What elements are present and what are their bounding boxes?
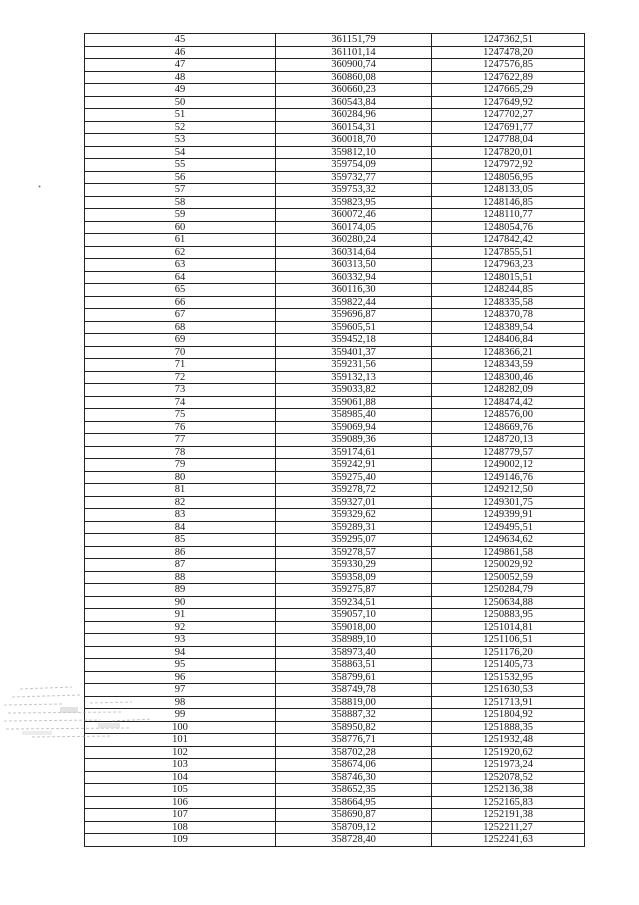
- point-number-cell: 48: [85, 71, 276, 84]
- table-row: [85, 796, 585, 809]
- table-row: [85, 246, 585, 259]
- table-row: [85, 659, 585, 672]
- table-row: [85, 609, 585, 622]
- table-row: [85, 646, 585, 659]
- x-coordinate-cell: 360284,96: [276, 109, 432, 122]
- y-coordinate-cell: 1247702,27: [432, 109, 585, 122]
- x-coordinate-cell: 360543,84: [276, 96, 432, 109]
- y-coordinate-cell: 1249212,50: [432, 484, 585, 497]
- point-number-cell: 72: [85, 371, 276, 384]
- table-row: [85, 409, 585, 422]
- point-number-cell: 63: [85, 259, 276, 272]
- point-number-cell: 79: [85, 459, 276, 472]
- point-number-cell: 106: [85, 796, 276, 809]
- point-number-cell: 91: [85, 609, 276, 622]
- y-coordinate-cell: 1248366,21: [432, 346, 585, 359]
- y-coordinate-cell: 1247972,92: [432, 159, 585, 172]
- table-row: [85, 834, 585, 847]
- table-row: [85, 584, 585, 597]
- point-number-cell: 73: [85, 384, 276, 397]
- table-row: [85, 434, 585, 447]
- x-coordinate-cell: 359401,37: [276, 346, 432, 359]
- y-coordinate-cell: 1251106,51: [432, 634, 585, 647]
- y-coordinate-cell: 1248576,00: [432, 409, 585, 422]
- y-coordinate-cell: 1252211,27: [432, 821, 585, 834]
- x-coordinate-cell: 360174,05: [276, 221, 432, 234]
- point-number-cell: 96: [85, 671, 276, 684]
- point-number-cell: 51: [85, 109, 276, 122]
- x-coordinate-cell: 359605,51: [276, 321, 432, 334]
- table-row: [85, 484, 585, 497]
- table-row: [85, 121, 585, 134]
- y-coordinate-cell: 1247842,42: [432, 234, 585, 247]
- y-coordinate-cell: 1249301,75: [432, 496, 585, 509]
- x-coordinate-cell: 358985,40: [276, 409, 432, 422]
- y-coordinate-cell: 1249861,58: [432, 546, 585, 559]
- table-row: [85, 571, 585, 584]
- point-number-cell: 47: [85, 59, 276, 72]
- table-row: [85, 84, 585, 97]
- x-coordinate-cell: 358702,28: [276, 746, 432, 759]
- point-number-cell: 62: [85, 246, 276, 259]
- x-coordinate-cell: 360280,24: [276, 234, 432, 247]
- x-coordinate-cell: 359823,95: [276, 196, 432, 209]
- table-row: [85, 671, 585, 684]
- point-number-cell: 60: [85, 221, 276, 234]
- table-row: [85, 271, 585, 284]
- y-coordinate-cell: 1248146,85: [432, 196, 585, 209]
- point-number-cell: 75: [85, 409, 276, 422]
- point-number-cell: 107: [85, 809, 276, 822]
- point-number-cell: 69: [85, 334, 276, 347]
- y-coordinate-cell: 1248054,76: [432, 221, 585, 234]
- point-number-cell: 105: [85, 784, 276, 797]
- y-coordinate-cell: 1252165,83: [432, 796, 585, 809]
- point-number-cell: 108: [85, 821, 276, 834]
- y-coordinate-cell: 1251920,62: [432, 746, 585, 759]
- table-row: [85, 284, 585, 297]
- y-coordinate-cell: 1252136,38: [432, 784, 585, 797]
- x-coordinate-cell: 360072,46: [276, 209, 432, 222]
- x-coordinate-cell: 359174,61: [276, 446, 432, 459]
- x-coordinate-cell: 360154,31: [276, 121, 432, 134]
- table-row: [85, 196, 585, 209]
- point-number-cell: 58: [85, 196, 276, 209]
- y-coordinate-cell: 1248720,13: [432, 434, 585, 447]
- point-number-cell: 56: [85, 171, 276, 184]
- point-number-cell: 71: [85, 359, 276, 372]
- table-row: [85, 509, 585, 522]
- table-row: [85, 259, 585, 272]
- point-number-cell: 66: [85, 296, 276, 309]
- table-row: [85, 596, 585, 609]
- x-coordinate-cell: 359278,72: [276, 484, 432, 497]
- x-coordinate-cell: 358652,35: [276, 784, 432, 797]
- point-number-cell: 77: [85, 434, 276, 447]
- y-coordinate-cell: 1248389,54: [432, 321, 585, 334]
- point-number-cell: 109: [85, 834, 276, 847]
- x-coordinate-cell: 359061,88: [276, 396, 432, 409]
- table-row: [85, 334, 585, 347]
- y-coordinate-cell: 1250634,88: [432, 596, 585, 609]
- point-number-cell: 55: [85, 159, 276, 172]
- point-number-cell: 90: [85, 596, 276, 609]
- point-number-cell: 86: [85, 546, 276, 559]
- x-coordinate-cell: 359732,77: [276, 171, 432, 184]
- x-coordinate-cell: 358887,32: [276, 709, 432, 722]
- table-row: [85, 746, 585, 759]
- y-coordinate-cell: 1247478,20: [432, 46, 585, 59]
- table-row: [85, 759, 585, 772]
- table-row: [85, 171, 585, 184]
- point-number-cell: 100: [85, 721, 276, 734]
- table-row: [85, 309, 585, 322]
- table-row: [85, 109, 585, 122]
- table-row: [85, 34, 585, 47]
- table-row: [85, 521, 585, 534]
- x-coordinate-cell: 360018,70: [276, 134, 432, 147]
- x-coordinate-cell: 360332,94: [276, 271, 432, 284]
- x-coordinate-cell: 359018,00: [276, 621, 432, 634]
- x-coordinate-cell: 358728,40: [276, 834, 432, 847]
- point-number-cell: 95: [85, 659, 276, 672]
- point-number-cell: 59: [85, 209, 276, 222]
- point-number-cell: 65: [85, 284, 276, 297]
- y-coordinate-cell: 1249634,62: [432, 534, 585, 547]
- point-number-cell: 54: [85, 146, 276, 159]
- table-row: [85, 621, 585, 634]
- table-row: [85, 809, 585, 822]
- x-coordinate-cell: 359069,94: [276, 421, 432, 434]
- x-coordinate-cell: 359132,13: [276, 371, 432, 384]
- point-number-cell: 76: [85, 421, 276, 434]
- x-coordinate-cell: 358664,95: [276, 796, 432, 809]
- x-coordinate-cell: 359278,57: [276, 546, 432, 559]
- x-coordinate-cell: 360660,23: [276, 84, 432, 97]
- y-coordinate-cell: 1252241,63: [432, 834, 585, 847]
- x-coordinate-cell: 359089,36: [276, 434, 432, 447]
- point-number-cell: 103: [85, 759, 276, 772]
- x-coordinate-cell: 359358,09: [276, 571, 432, 584]
- x-coordinate-cell: 358819,00: [276, 696, 432, 709]
- x-coordinate-cell: 358989,10: [276, 634, 432, 647]
- point-number-cell: 84: [85, 521, 276, 534]
- y-coordinate-cell: 1251804,92: [432, 709, 585, 722]
- point-number-cell: 67: [85, 309, 276, 322]
- y-coordinate-cell: 1248474,42: [432, 396, 585, 409]
- point-number-cell: 81: [85, 484, 276, 497]
- x-coordinate-cell: 359753,32: [276, 184, 432, 197]
- point-number-cell: 80: [85, 471, 276, 484]
- y-coordinate-cell: 1250052,59: [432, 571, 585, 584]
- x-coordinate-cell: 359033,82: [276, 384, 432, 397]
- x-coordinate-cell: 361101,14: [276, 46, 432, 59]
- x-coordinate-cell: 359295,07: [276, 534, 432, 547]
- table-row: [85, 784, 585, 797]
- x-coordinate-cell: 358749,78: [276, 684, 432, 697]
- x-coordinate-cell: 358950,82: [276, 721, 432, 734]
- table-row: [85, 396, 585, 409]
- y-coordinate-cell: 1247691,77: [432, 121, 585, 134]
- point-number-cell: 85: [85, 534, 276, 547]
- table-row: [85, 159, 585, 172]
- y-coordinate-cell: 1248300,46: [432, 371, 585, 384]
- point-number-cell: 98: [85, 696, 276, 709]
- y-coordinate-cell: 1248015,51: [432, 271, 585, 284]
- x-coordinate-cell: 360314,64: [276, 246, 432, 259]
- table-row: [85, 559, 585, 572]
- y-coordinate-cell: 1247788,04: [432, 134, 585, 147]
- x-coordinate-cell: 358799,61: [276, 671, 432, 684]
- x-coordinate-cell: 360313,50: [276, 259, 432, 272]
- y-coordinate-cell: 1249002,12: [432, 459, 585, 472]
- point-number-cell: 64: [85, 271, 276, 284]
- x-coordinate-cell: 359057,10: [276, 609, 432, 622]
- table-row: [85, 471, 585, 484]
- y-coordinate-cell: 1250029,92: [432, 559, 585, 572]
- point-number-cell: 50: [85, 96, 276, 109]
- y-coordinate-cell: 1248056,95: [432, 171, 585, 184]
- x-coordinate-cell: 359812,10: [276, 146, 432, 159]
- point-number-cell: 61: [85, 234, 276, 247]
- y-coordinate-cell: 1248406,84: [432, 334, 585, 347]
- x-coordinate-cell: 359275,87: [276, 584, 432, 597]
- table-row: [85, 821, 585, 834]
- table-row: [85, 59, 585, 72]
- point-number-cell: 74: [85, 396, 276, 409]
- y-coordinate-cell: 1248669,76: [432, 421, 585, 434]
- x-coordinate-cell: 359696,87: [276, 309, 432, 322]
- table-row: [85, 534, 585, 547]
- point-number-cell: 82: [85, 496, 276, 509]
- table-row: [85, 346, 585, 359]
- y-coordinate-cell: 1251405,73: [432, 659, 585, 672]
- point-number-cell: 68: [85, 321, 276, 334]
- x-coordinate-cell: 358674,06: [276, 759, 432, 772]
- point-number-cell: 70: [85, 346, 276, 359]
- table-row: [85, 371, 585, 384]
- point-number-cell: 89: [85, 584, 276, 597]
- point-number-cell: 45: [85, 34, 276, 47]
- point-number-cell: 83: [85, 509, 276, 522]
- x-coordinate-cell: 359231,56: [276, 359, 432, 372]
- point-number-cell: 104: [85, 771, 276, 784]
- table-row: [85, 384, 585, 397]
- y-coordinate-cell: 1251932,48: [432, 734, 585, 747]
- scan-speck: [38, 185, 41, 188]
- table-row: [85, 446, 585, 459]
- y-coordinate-cell: 1249146,76: [432, 471, 585, 484]
- y-coordinate-cell: 1247820,01: [432, 146, 585, 159]
- x-coordinate-cell: 358709,12: [276, 821, 432, 834]
- y-coordinate-cell: 1248110,77: [432, 209, 585, 222]
- y-coordinate-cell: 1248335,58: [432, 296, 585, 309]
- faded-stamp-image: [2, 683, 160, 747]
- y-coordinate-cell: 1247649,92: [432, 96, 585, 109]
- y-coordinate-cell: 1248133,05: [432, 184, 585, 197]
- point-number-cell: 97: [85, 684, 276, 697]
- point-number-cell: 94: [85, 646, 276, 659]
- point-number-cell: 102: [85, 746, 276, 759]
- x-coordinate-cell: 358746,30: [276, 771, 432, 784]
- x-coordinate-cell: 359234,51: [276, 596, 432, 609]
- point-number-cell: 57: [85, 184, 276, 197]
- y-coordinate-cell: 1247576,85: [432, 59, 585, 72]
- x-coordinate-cell: 360116,30: [276, 284, 432, 297]
- point-number-cell: 53: [85, 134, 276, 147]
- x-coordinate-cell: 359327,01: [276, 496, 432, 509]
- x-coordinate-cell: 358690,87: [276, 809, 432, 822]
- table-row: [85, 209, 585, 222]
- table-row: [85, 71, 585, 84]
- point-number-cell: 93: [85, 634, 276, 647]
- point-number-cell: 92: [85, 621, 276, 634]
- table-row: [85, 221, 585, 234]
- point-number-cell: 101: [85, 734, 276, 747]
- table-row: [85, 184, 585, 197]
- y-coordinate-cell: 1247665,29: [432, 84, 585, 97]
- y-coordinate-cell: 1251888,35: [432, 721, 585, 734]
- table-row: [85, 146, 585, 159]
- y-coordinate-cell: 1247622,89: [432, 71, 585, 84]
- y-coordinate-cell: 1250883,95: [432, 609, 585, 622]
- point-number-cell: 46: [85, 46, 276, 59]
- table-row: [85, 771, 585, 784]
- table-row: [85, 96, 585, 109]
- y-coordinate-cell: 1248370,78: [432, 309, 585, 322]
- x-coordinate-cell: 358863,51: [276, 659, 432, 672]
- y-coordinate-cell: 1251630,53: [432, 684, 585, 697]
- y-coordinate-cell: 1252078,52: [432, 771, 585, 784]
- table-row: [85, 321, 585, 334]
- table-row: [85, 134, 585, 147]
- table-row: [85, 546, 585, 559]
- x-coordinate-cell: 359289,31: [276, 521, 432, 534]
- x-coordinate-cell: 358776,71: [276, 734, 432, 747]
- x-coordinate-cell: 359754,09: [276, 159, 432, 172]
- y-coordinate-cell: 1251532,95: [432, 671, 585, 684]
- x-coordinate-cell: 359452,18: [276, 334, 432, 347]
- y-coordinate-cell: 1247855,51: [432, 246, 585, 259]
- table-row: [85, 46, 585, 59]
- y-coordinate-cell: 1249495,51: [432, 521, 585, 534]
- y-coordinate-cell: 1252191,38: [432, 809, 585, 822]
- table-row: [85, 459, 585, 472]
- table-row: [85, 234, 585, 247]
- y-coordinate-cell: 1248244,85: [432, 284, 585, 297]
- table-row: [85, 296, 585, 309]
- y-coordinate-cell: 1251176,20: [432, 646, 585, 659]
- y-coordinate-cell: 1251014,81: [432, 621, 585, 634]
- y-coordinate-cell: 1249399,91: [432, 509, 585, 522]
- y-coordinate-cell: 1251973,24: [432, 759, 585, 772]
- point-number-cell: 88: [85, 571, 276, 584]
- y-coordinate-cell: 1247963,23: [432, 259, 585, 272]
- y-coordinate-cell: 1248779,57: [432, 446, 585, 459]
- point-number-cell: 87: [85, 559, 276, 572]
- point-number-cell: 99: [85, 709, 276, 722]
- y-coordinate-cell: 1251713,91: [432, 696, 585, 709]
- x-coordinate-cell: 359330,29: [276, 559, 432, 572]
- point-number-cell: 78: [85, 446, 276, 459]
- point-number-cell: 49: [85, 84, 276, 97]
- y-coordinate-cell: 1248343,59: [432, 359, 585, 372]
- table-row: [85, 421, 585, 434]
- y-coordinate-cell: 1248282,09: [432, 384, 585, 397]
- table-row: [85, 359, 585, 372]
- x-coordinate-cell: 358973,40: [276, 646, 432, 659]
- x-coordinate-cell: 359242,91: [276, 459, 432, 472]
- x-coordinate-cell: 360860,08: [276, 71, 432, 84]
- x-coordinate-cell: 359275,40: [276, 471, 432, 484]
- y-coordinate-cell: 1250284,79: [432, 584, 585, 597]
- point-number-cell: 52: [85, 121, 276, 134]
- table-row: [85, 634, 585, 647]
- y-coordinate-cell: 1247362,51: [432, 34, 585, 47]
- x-coordinate-cell: 360900,74: [276, 59, 432, 72]
- x-coordinate-cell: 359822,44: [276, 296, 432, 309]
- x-coordinate-cell: 359329,62: [276, 509, 432, 522]
- x-coordinate-cell: 361151,79: [276, 34, 432, 47]
- table-row: [85, 496, 585, 509]
